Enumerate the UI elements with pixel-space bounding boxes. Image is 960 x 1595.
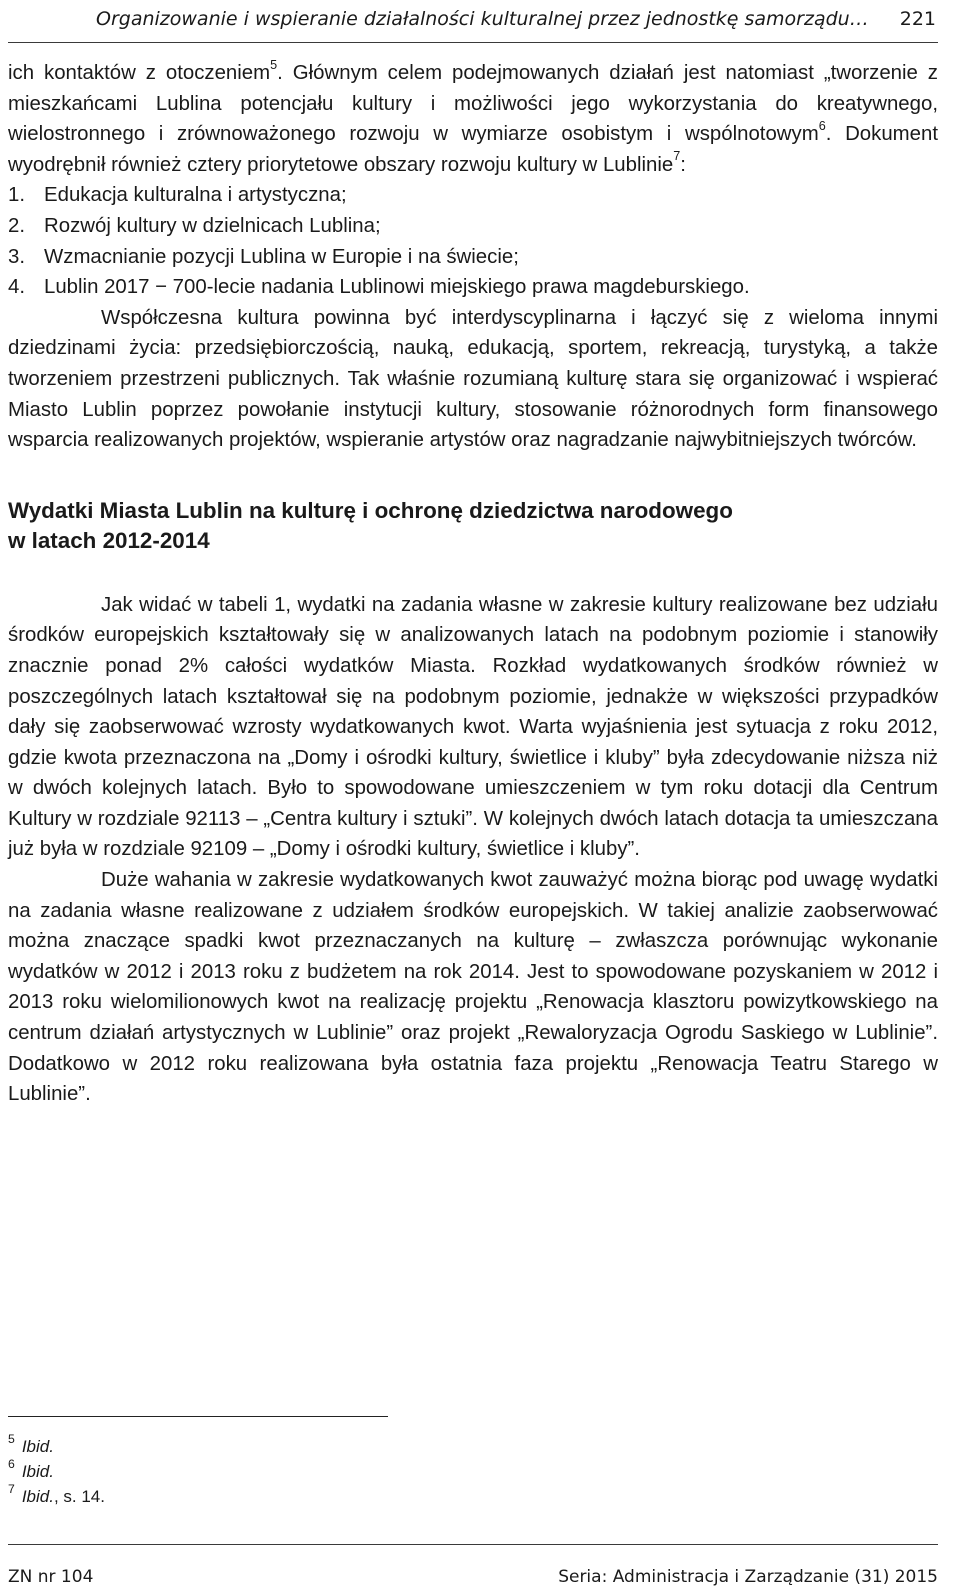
culture-paragraph: Współczesna kultura powinna być interdyscyplinarna i łączyć się z wieloma innymi dziedzinami życia: przedsiębiorczością, nauką, edukacją, sportem, rekreacją, turystyką, a także tworzeniem przestrzeni publicznych. Tak właśnie rozumianą kulturę stara się organizować i wspierać Miasto Lublin poprzez powołanie instytucji kultury, stosowanie różnorodnych form finansowego wsparcia realizowanych projektów, wspieranie artystów oraz nagradzanie najwybitniejszych twórców.: [8, 306, 938, 452]
eu-funds-paragraph: Duże wahania w zakresie wydatkowanych kwot zauważyć można biorąc pod uwagę wydatki na zadania własne realizowane z udziałem środków europejskich. W takiej analizie zaobserwować można znaczące spadki kwot przeznaczanych na kulturę – zwłaszcza porównując wykonanie wydatków w 2012 i 2013 roku z budżetem na rok 2014. Jest to spowodowane pozyskaniem w 2012 i 2013 roku wielomilionowych kwot na realizację projektu „Renowacja klasztoru powizytkowskiego na centrum działań artystycznych w Lublinie” oraz projekt „Rewaloryzacja Ogrodu Saskiego w Lublinie”. Dodatkowo w 2012 roku realizowana była ostatnia faza projektu „Renowacja Teatru Starego w Lublinie”.: [8, 869, 938, 1106]
footnote-number: 6: [8, 1456, 15, 1471]
running-title: Organizowanie i wspieranie działalności kulturalnej przez jednostkę samorządu…: [96, 8, 869, 30]
document-page: [8, 0, 938, 1595]
body-text: [8, 58, 938, 1110]
list-item: [8, 180, 938, 211]
footnote-5: [8, 1431, 105, 1459]
list-item-text: Lublin 2017 − 700-lecie nadania Lublinowi miejskiego prawa magdeburskiego.: [44, 276, 750, 299]
intro-text-a: ich kontaktów z otoczeniem: [8, 62, 271, 84]
footnote-reference: Ibid.: [21, 1462, 54, 1481]
footnote-number: 7: [8, 1481, 15, 1496]
journal-issue: ZN nr 104: [8, 1567, 94, 1587]
footnote-7: [8, 1481, 105, 1509]
footnote-ref-7: 7: [673, 149, 681, 164]
footnote-number: 5: [8, 1431, 15, 1446]
section-heading: [8, 496, 938, 556]
footnote-divider: [8, 1416, 388, 1417]
intro-text-b: . Głównym celem podejmowanych działań jest natomiast „tworzenie z mieszkańcami Lublina potencjału kultury i możliwości jego wykorzystania do kreatywnego, wielostronnego i zrównoważonego rozwoju w wymiarze osobistym i wspólnotowym: [8, 62, 938, 146]
list-item-text: Rozwój kultury w dzielnicach Lublina;: [44, 214, 381, 237]
section-heading-line-2: w latach 2012-2014: [8, 527, 210, 553]
running-header: [8, 0, 938, 43]
running-footer: [8, 1544, 938, 1595]
footnote-ref-6: 6: [818, 118, 826, 133]
expenditure-paragraph: Jak widać w tabeli 1, wydatki na zadania własne w zakresie kultury realizowane bez udziału środków europejskich kształtowały się w analizowanych latach na podobnym poziomie i stanowiły znacznie ponad 2% całości wydatków Miasta. Rozkład wydatkowanych środków również w poszczególnych latach kształtował się na podobnym poziomie, jednakże w większości przypadków dały się zaobserwować wzrosty wydatkowanych kwot. Warta wyjaśnienia jest sytuacja z roku 2012, gdzie kwota przeznaczona na „Domy i ośrodki kultury, świetlice i kluby” była zdecydowanie niższa niż w dwóch kolejnych latach. Było to spowodowane umieszczeniem w tym roku dotacji dla Centrum Kultury w rozdziale 92113 – „Centra kultury i sztuki”. W kolejnych dwóch latach dotacja ta umieszczana już była w rozdziale 92109 – „Domy i ośrodki kultury, świetlice i kluby”.: [8, 593, 938, 861]
intro-text-c: . Dokument wyodrębnił również cztery priorytetowe obszary rozwoju kultury w Lublinie: [8, 123, 938, 176]
list-item-number: 4.: [8, 276, 26, 299]
list-item: [8, 272, 938, 303]
footnote-ref-5: 5: [270, 57, 278, 72]
footnotes: [8, 1431, 105, 1509]
intro-text-d: :: [680, 153, 686, 176]
list-item-number: 1.: [8, 184, 26, 207]
journal-series: Seria: Administracja i Zarządzanie (31) 2015: [558, 1567, 938, 1587]
intro-paragraph: [8, 58, 938, 180]
footnote-reference: Ibid.: [21, 1487, 54, 1506]
footnote-reference: Ibid.: [21, 1437, 54, 1456]
list-item-text: Wzmacnianie pozycji Lublina w Europie i na świecie;: [44, 245, 519, 268]
footnote-6: [8, 1456, 105, 1484]
priority-areas-list: [8, 180, 938, 302]
list-item-text: Edukacja kulturalna i artystyczna;: [44, 184, 347, 207]
list-item: [8, 242, 938, 273]
page-number: 221: [899, 8, 936, 30]
footnote-text: , s. 14.: [53, 1487, 105, 1506]
list-item: [8, 211, 938, 242]
list-item-number: 2.: [8, 214, 26, 237]
section-heading-line-1: Wydatki Miasta Lublin na kulturę i ochronę dziedzictwa narodowego: [8, 497, 733, 523]
list-item-number: 3.: [8, 245, 26, 268]
